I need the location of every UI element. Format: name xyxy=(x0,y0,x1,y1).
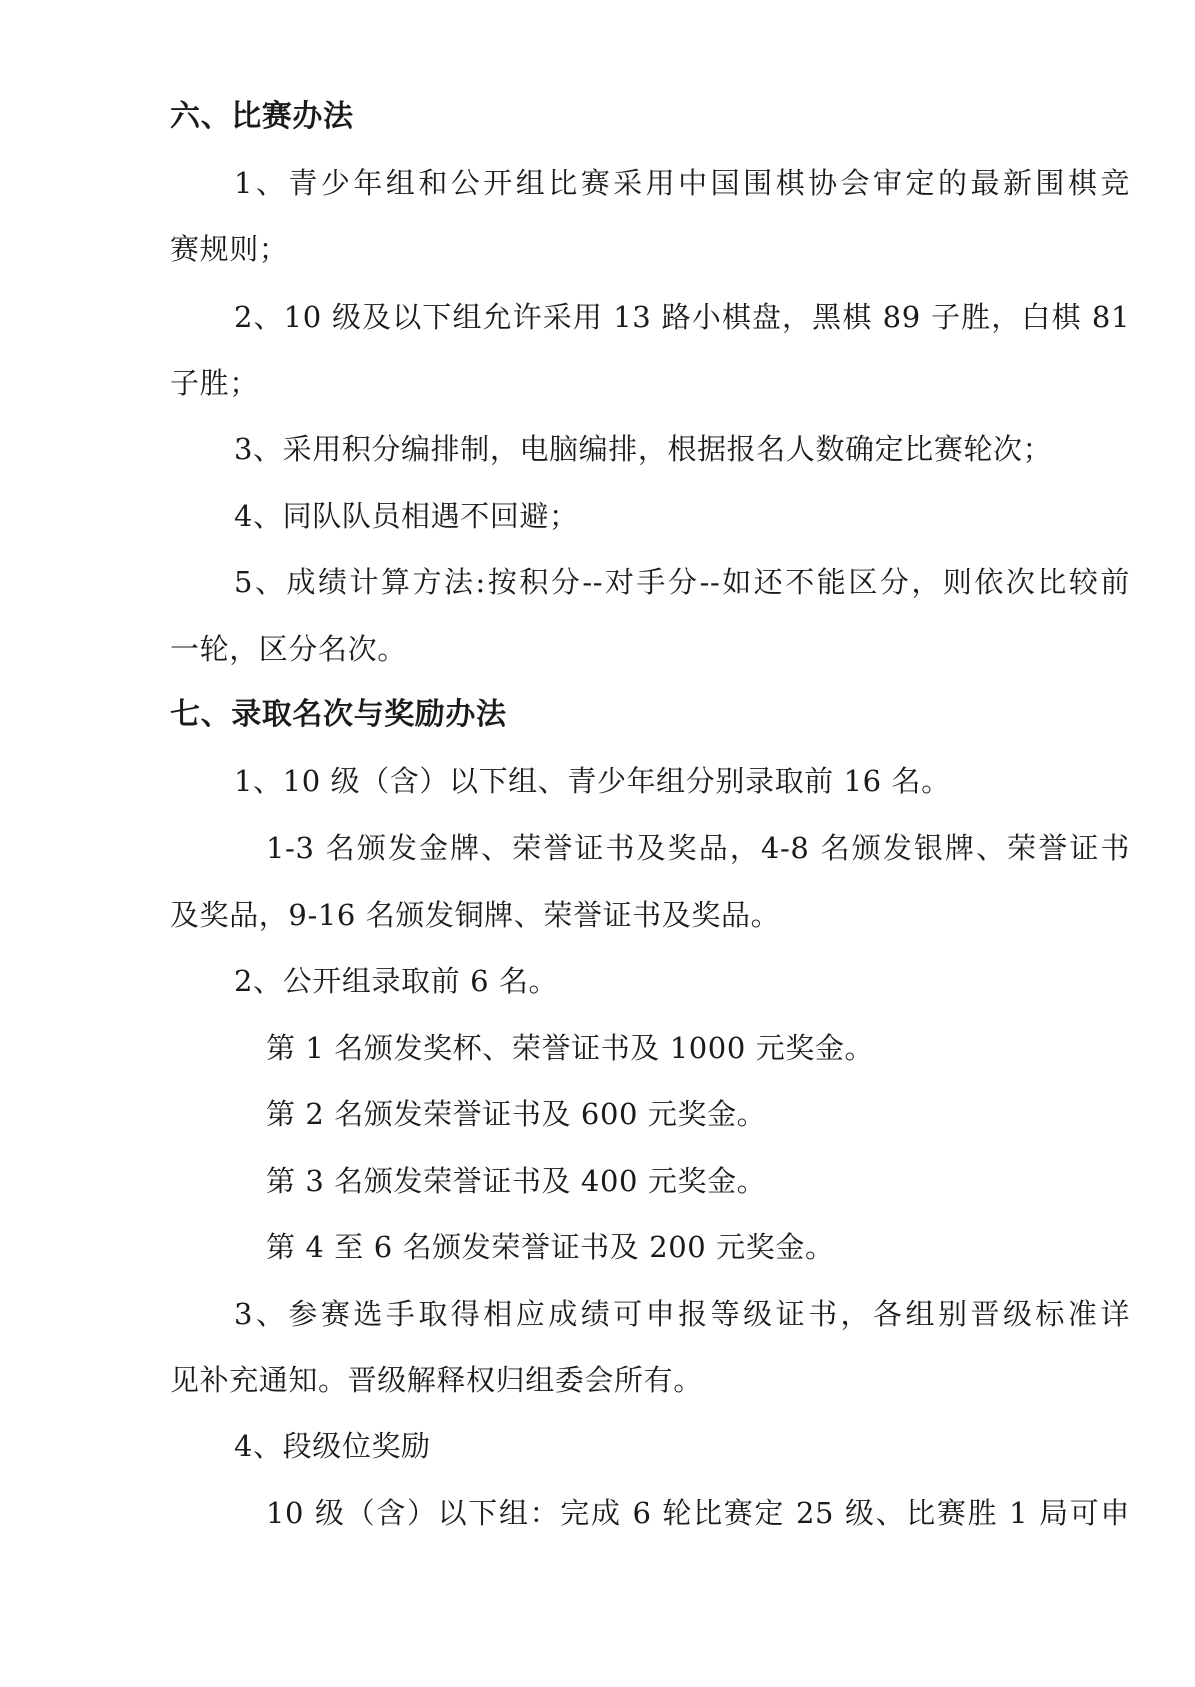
rule-item-3: 3、采用积分编排制，电脑编排，根据报名人数确定比赛轮次； xyxy=(234,432,1053,466)
award-item-4-detail-line-1: 10 级（含）以下组：完成 6 轮比赛定 25 级、比赛胜 1 局可申 xyxy=(266,1496,1130,1530)
award-item-1: 1、10 级（含）以下组、青少年组分别录取前 16 名。 xyxy=(234,764,951,798)
rule-item-2-line-1: 2、10 级及以下组允许采用 13 路小棋盘，黑棋 89 子胜，白棋 81 xyxy=(234,300,1130,334)
rule-item-4: 4、同队队员相遇不回避； xyxy=(234,499,579,533)
prize-third-place: 第 3 名颁发荣誉证书及 400 元奖金。 xyxy=(266,1164,767,1198)
rule-item-2-line-2: 子胜； xyxy=(170,366,259,400)
award-item-2: 2、公开组录取前 6 名。 xyxy=(234,964,559,998)
award-item-1-detail-line-2: 及奖品，9-16 名颁发铜牌、荣誉证书及奖品。 xyxy=(170,898,781,932)
prize-first-place: 第 1 名颁发奖杯、荣誉证书及 1000 元奖金。 xyxy=(266,1031,875,1065)
section-heading-awards: 七、录取名次与奖励办法 xyxy=(170,697,507,732)
award-item-3-line-1: 3、参赛选手取得相应成绩可申报等级证书，各组别晋级标准详 xyxy=(234,1297,1130,1331)
rule-item-5-line-1: 5、成绩计算方法:按积分--对手分--如还不能区分，则依次比较前 xyxy=(234,565,1130,599)
award-item-3-line-2: 见补充通知。晋级解释权归组委会所有。 xyxy=(170,1363,703,1397)
rule-item-1-line-1: 1、青少年组和公开组比赛采用中国围棋协会审定的最新围棋竞 xyxy=(234,166,1130,200)
award-item-4: 4、段级位奖励 xyxy=(234,1429,431,1463)
prize-second-place: 第 2 名颁发荣誉证书及 600 元奖金。 xyxy=(266,1097,767,1131)
section-heading-competition-method: 六、比赛办法 xyxy=(170,99,354,134)
rule-item-1-line-2: 赛规则； xyxy=(170,232,289,266)
prize-fourth-to-sixth: 第 4 至 6 名颁发荣誉证书及 200 元奖金。 xyxy=(266,1230,835,1264)
rule-item-5-line-2: 一轮，区分名次。 xyxy=(170,632,407,666)
award-item-1-detail-line-1: 1-3 名颁发金牌、荣誉证书及奖品，4-8 名颁发银牌、荣誉证书 xyxy=(266,831,1130,865)
